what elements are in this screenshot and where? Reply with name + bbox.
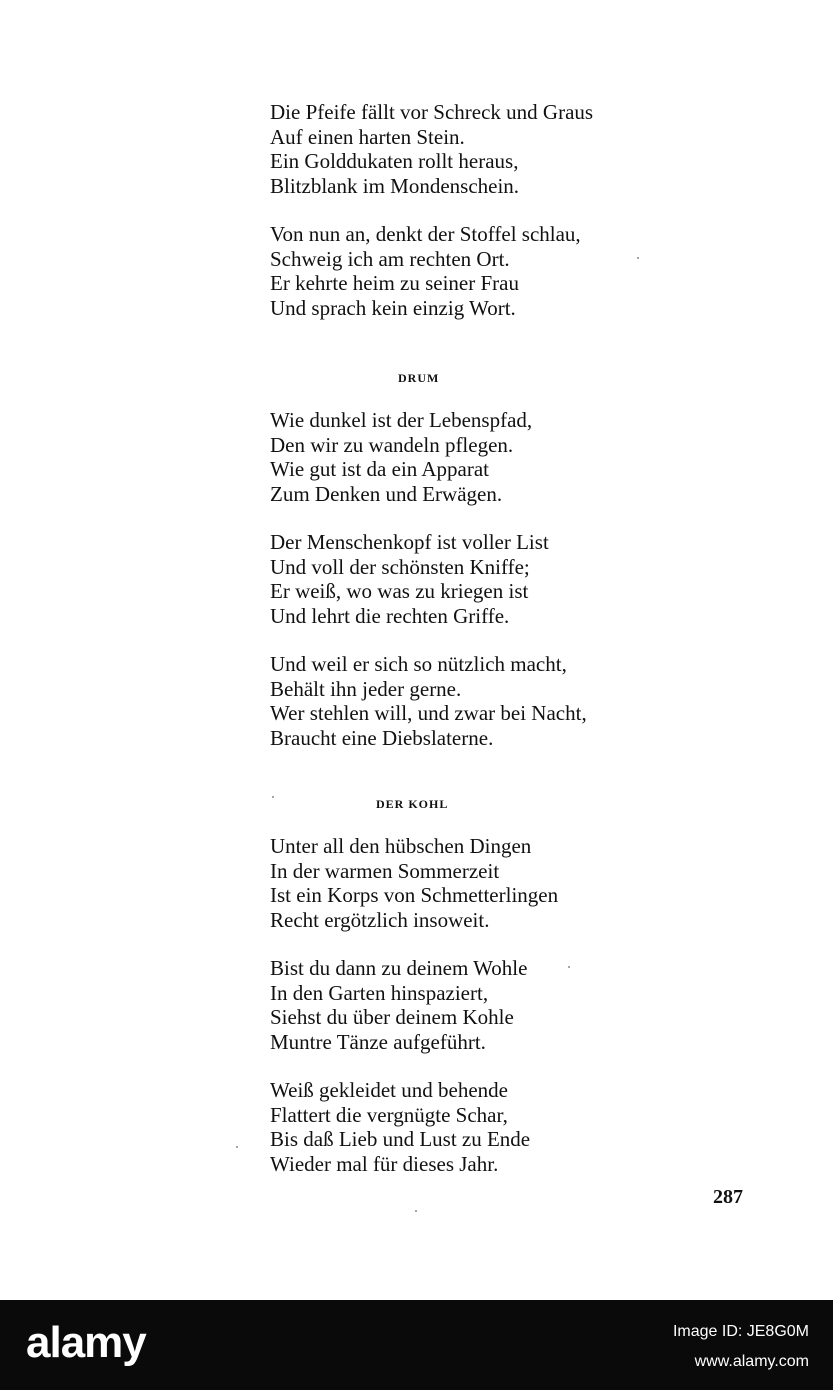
stanza [270, 652, 690, 750]
stanza [270, 530, 690, 628]
speck [415, 1210, 417, 1212]
speck [272, 796, 274, 798]
poem-title: DRUM [398, 371, 440, 385]
verse-line: Und voll der schönsten Kniffe; [270, 554, 530, 579]
verse-line: Unter all den hübschen Dingen [270, 834, 532, 858]
verse-line: Zum Denken und Erwägen. [270, 481, 503, 506]
speck [568, 966, 570, 968]
verse-line: Auf einen harten Stein. [270, 124, 465, 149]
verse-line: Recht ergötzlich insoweit. [270, 907, 490, 932]
verse-line: Den wir zu wandeln pflegen. [270, 432, 514, 457]
stanza [270, 834, 690, 932]
verse-line: Siehst du über deinem Kohle [270, 1005, 514, 1029]
stanza [270, 408, 690, 506]
verse-line: Wer stehlen will, und zwar bei Nacht, [270, 701, 587, 725]
verse-line: Weiß gekleidet und behende [270, 1078, 508, 1102]
verse-line: Ein Golddukaten rollt heraus, [270, 149, 519, 173]
verse-line: Der Menschenkopf ist voller List [270, 530, 549, 554]
page-text [270, 100, 690, 1176]
site-url-label: www.alamy.com [694, 1353, 809, 1370]
verse-line: Schweig ich am rechten Ort. [270, 246, 510, 271]
brand-logo: alamy [26, 1318, 146, 1367]
verse-line: Wie gut ist da ein Apparat [270, 457, 490, 481]
verse-line: Ist ein Korps von Schmetterlingen [270, 883, 559, 907]
verse-line: Muntre Tänze aufgeführt. [270, 1029, 486, 1054]
page-number: 287 [713, 1186, 743, 1208]
verse-line: Bist du dann zu deinem Wohle [270, 956, 528, 980]
verse-line: Braucht eine Diebslaterne. [270, 725, 494, 750]
poem-title: DER KOHL [376, 797, 449, 811]
verse-line: Wie dunkel ist der Lebenspfad, [270, 408, 533, 432]
verse-line: Von nun an, denkt der Stoffel schlau, [270, 222, 581, 246]
verse-line: Blitzblank im Mondenschein. [270, 173, 520, 198]
speck [236, 1146, 238, 1148]
verse-line: Und lehrt die rechten Griffe. [270, 603, 510, 628]
verse-line: Die Pfeife fällt vor Schreck und Graus [270, 100, 594, 124]
verse-line: Wieder mal für dieses Jahr. [270, 1151, 499, 1176]
stanza [270, 222, 690, 320]
verse-line: Behält ihn jeder gerne. [270, 676, 462, 701]
image-id-label: Image ID: JE8G0M [672, 1323, 809, 1340]
stanza [270, 956, 690, 1054]
verse-line: In der warmen Sommerzeit [270, 858, 500, 883]
verse-line: In den Garten hinspaziert, [270, 980, 489, 1005]
speck [637, 257, 639, 259]
stanza [270, 100, 690, 198]
verse-line: Er kehrte heim zu seiner Frau [270, 271, 519, 295]
verse-line: Und weil er sich so nützlich macht, [270, 652, 567, 676]
verse-line: Flattert die vergnügte Schar, [270, 1102, 508, 1127]
stanza [270, 1078, 690, 1176]
verse-line: Und sprach kein einzig Wort. [270, 295, 516, 320]
verse-line: Er weiß, wo was zu kriegen ist [270, 579, 529, 603]
verse-line: Bis daß Lieb und Lust zu Ende [270, 1127, 531, 1151]
